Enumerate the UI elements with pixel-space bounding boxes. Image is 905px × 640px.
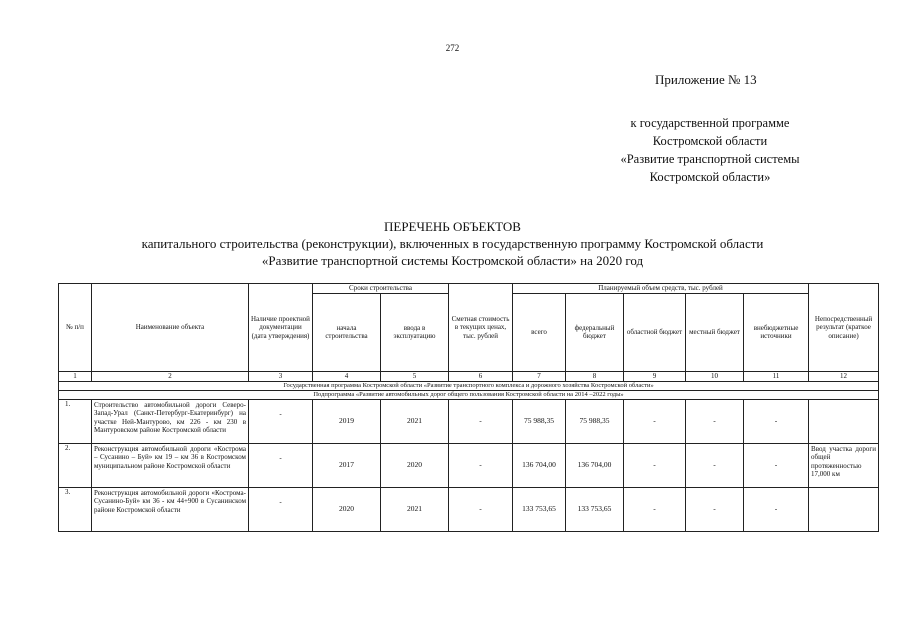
header-commission: ввода в эксплуатацию	[381, 293, 449, 371]
row-docs: -	[249, 443, 313, 487]
column-number: 3	[249, 371, 313, 381]
row-result	[809, 399, 879, 443]
column-number: 4	[313, 371, 381, 381]
row-estimate: -	[449, 487, 513, 531]
column-number: 2	[92, 371, 249, 381]
row-start: 2020	[313, 487, 381, 531]
row-regional: -	[624, 443, 686, 487]
program-row: Государственная программа Костромской области «Развитие транспортного комплекса и дорожного хозяйства Костромской области»	[59, 381, 879, 390]
row-estimate: -	[449, 399, 513, 443]
column-number: 10	[686, 371, 744, 381]
header-terms-group: Сроки строительства	[313, 284, 449, 294]
row-docs: -	[249, 399, 313, 443]
header-num: № п/п	[59, 284, 92, 372]
column-number: 1	[59, 371, 92, 381]
row-federal: 136 704,00	[566, 443, 624, 487]
row-total: 136 704,00	[513, 443, 566, 487]
row-start: 2019	[313, 399, 381, 443]
subprogram-row: Подпрограмма «Развитие автомобильных дорог общего пользования Костромской области на 2014 –2022 годы»	[59, 390, 879, 399]
row-name: Реконструкция автомобильной дороги «Кострома-Сусанино-Буй» км 36 - км 44+900 в Сусанинском районе Костромской области	[92, 487, 249, 531]
row-num: 1.	[59, 399, 92, 443]
row-commission: 2020	[381, 443, 449, 487]
document-title-line: «Развитие транспортной системы Костромской области» на 2020 год	[261, 253, 644, 268]
appendix-line: Костромской области	[652, 134, 768, 148]
column-number: 6	[449, 371, 513, 381]
column-number: 8	[566, 371, 624, 381]
document-title-line: капитального строительства (реконструкции), включенных в государственную программу Костромской области	[141, 236, 764, 251]
column-number: 7	[513, 371, 566, 381]
header-federal: федеральный бюджет	[566, 293, 624, 371]
header-total: всего	[513, 293, 566, 371]
row-local: -	[686, 443, 744, 487]
row-extra: -	[744, 399, 809, 443]
header-estimate: Сметная стоимость в текущих ценах, тыс. рублей	[449, 284, 513, 372]
row-result	[809, 487, 879, 531]
header-local: местный бюджет	[686, 293, 744, 371]
row-federal: 75 988,35	[566, 399, 624, 443]
row-commission: 2021	[381, 487, 449, 531]
row-federal: 133 753,65	[566, 487, 624, 531]
column-number: 11	[744, 371, 809, 381]
row-start: 2017	[313, 443, 381, 487]
appendix-line: «Развитие транспортной системы	[620, 152, 800, 166]
page-number: 272	[445, 43, 460, 53]
row-local: -	[686, 487, 744, 531]
appendix-line: к государственной программе	[630, 116, 790, 130]
header-start: начала строительства	[313, 293, 381, 371]
row-regional: -	[624, 399, 686, 443]
appendix-title: Приложение № 13	[655, 72, 757, 87]
row-estimate: -	[449, 443, 513, 487]
objects-table	[58, 283, 879, 532]
row-commission: 2021	[381, 399, 449, 443]
document-title	[0, 218, 905, 269]
row-name: Реконструкция автомобильной дороги «Кострома – Сусанино – Буй» км 19 – км 36 в Костромском муниципальном районе Костромской области	[92, 443, 249, 487]
row-regional: -	[624, 487, 686, 531]
header-docs: Наличие проектной документации (дата утверждения)	[249, 284, 313, 372]
column-number: 5	[381, 371, 449, 381]
table-row	[59, 443, 879, 487]
row-docs: -	[249, 487, 313, 531]
row-extra: -	[744, 487, 809, 531]
row-num: 2.	[59, 443, 92, 487]
row-local: -	[686, 399, 744, 443]
row-extra: -	[744, 443, 809, 487]
table-row	[59, 399, 879, 443]
row-result: Ввод участка дороги общей протяженностью 17,000 км	[809, 443, 879, 487]
row-name: Строительство автомобильной дороги Северо-Запад-Урал (Санкт-Петербург-Екатеринбург) на участке Ней-Мантурово, км 226 - км 230 в Мантуровском районе Костромской области	[92, 399, 249, 443]
row-total: 75 988,35	[513, 399, 566, 443]
table-row	[59, 487, 879, 531]
header-funding-group: Планируемый объем средств, тыс. рублей	[513, 284, 809, 294]
row-num: 3.	[59, 487, 92, 531]
column-number: 9	[624, 371, 686, 381]
column-number: 12	[809, 371, 879, 381]
document-title-heading: ПЕРЕЧЕНЬ ОБЪЕКТОВ	[384, 219, 521, 234]
header-regional: областной бюджет	[624, 293, 686, 371]
header-name: Наименование объекта	[92, 284, 249, 372]
header-result: Непосредственный результат (краткое описание)	[809, 284, 879, 372]
appendix-line: Костромской области»	[649, 170, 771, 184]
header-extra: внебюджетные источники	[744, 293, 809, 371]
row-total: 133 753,65	[513, 487, 566, 531]
